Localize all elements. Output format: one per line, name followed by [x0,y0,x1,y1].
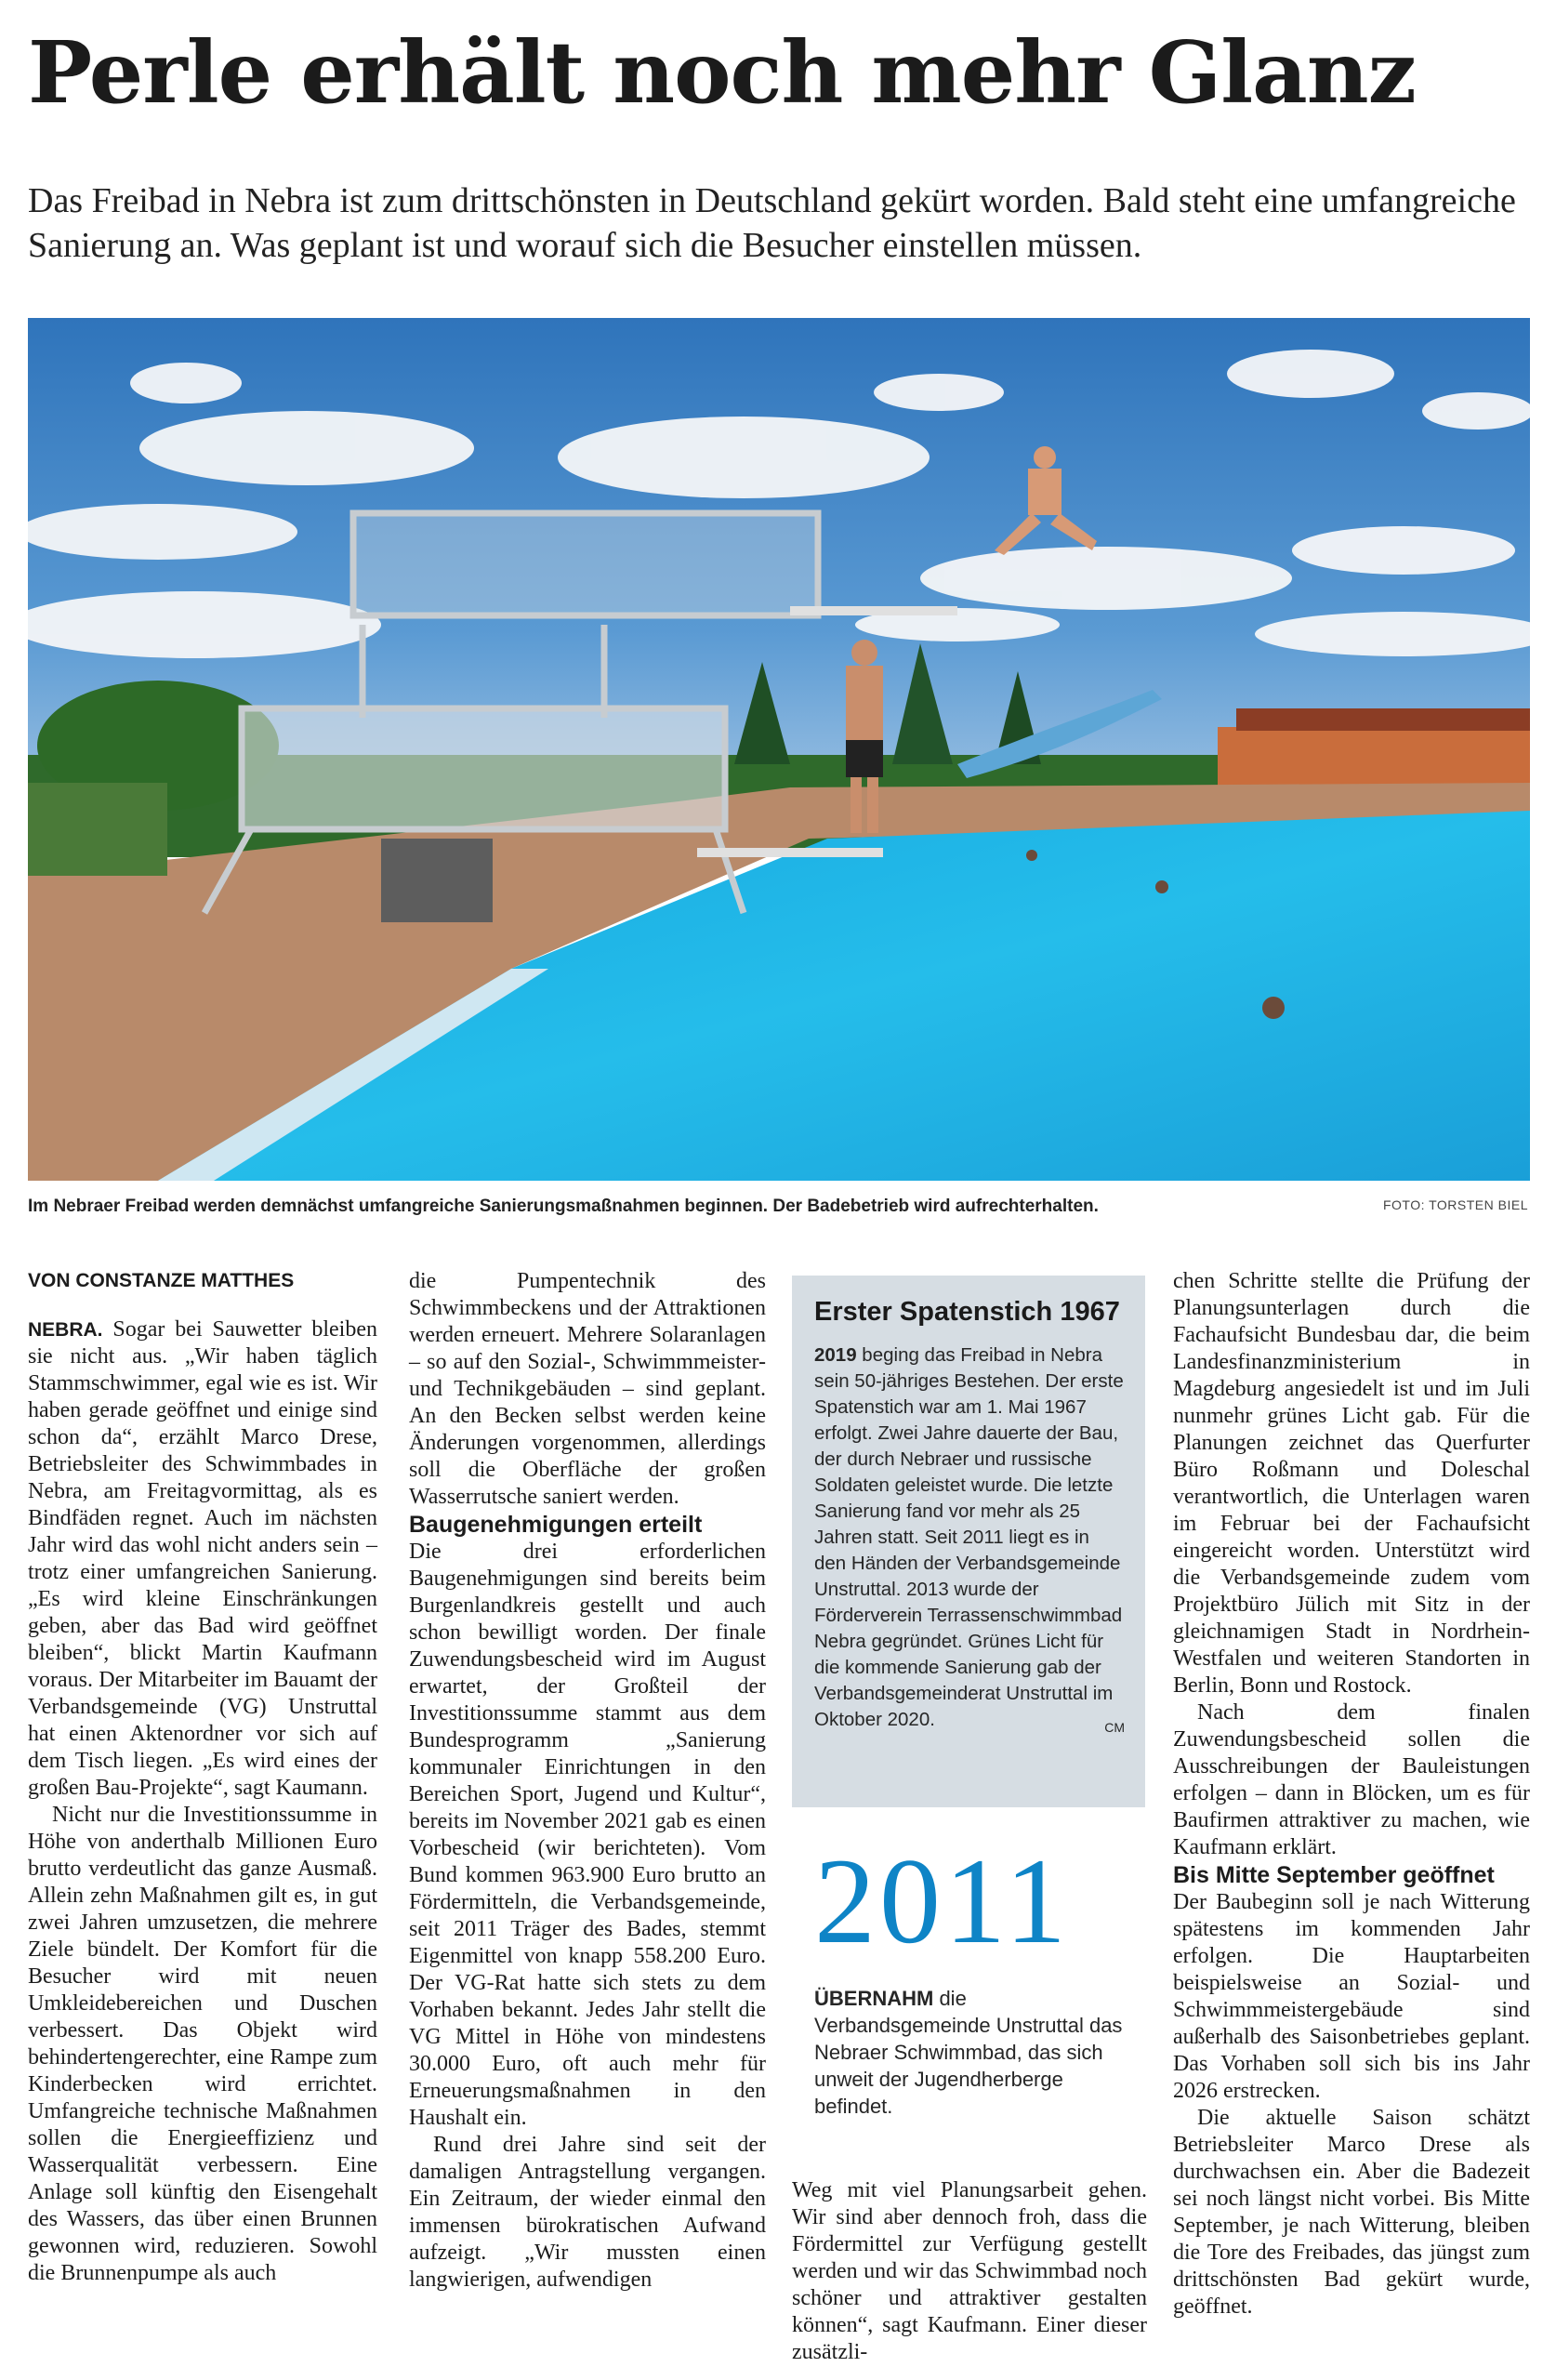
paragraph: Nicht nur die Investitionssumme in Höhe von anderthalb Millionen Euro brutto verdeutlicht das ganze Ausmaß. Allein zehn Maßnahmen gilt es, in gut zwei Jahren umzusetzen, die mehrere Ziele bündelt. Der Komfort für die Besucher wird mit neuen Umkleidebereichen und Duschen verbessert. Das Objekt wird behindertengerechter, eine Rampe zum Kinderbecken wird errichtet. Umfangreiche technische Maßnahmen sollen die Energieeffizienz und Wasserqualität verbessern. Eine Anlage soll künftig den Eisengehalt des Wassers, das über einen Brunnen gewonnen wird, reduzieren. Sowohl die Brunnenpumpe als auch [28,1803,377,2285]
byline: VON CONSTANZE MATTHES [28,1270,295,1291]
subheading: Baugenehmigungen erteilt [409,1512,703,1538]
subheadline: Das Freibad in Nebra ist zum drittschönsten in Deutschland gekürt worden. Bald steht eine umfangreiche Sanierung an. Was geplant ist und worauf sich die Besucher einstellen müssen. [28,181,1516,265]
column-1 [28,1268,377,2287]
fact-body: die Verbandsgemeinde Unstruttal das Nebraer Schwimmbad, das sich unweit der Jugendherberge befindet. [814,1987,1123,2118]
infobox-text [814,1342,1125,1733]
paragraph: die Pumpentechnik des Schwimmbeckens und der Attraktionen werden erneuert. Mehrere Solaranlagen – so auf den Sozial-, Schwimmmeister- und Technikgebäuden – sind geplant. An den Becken selbst werden keine Änderungen vorgenommen, allerdings soll die Oberfläche der großen Wasserrutsche saniert werden. [409,1269,766,1509]
paragraph-text: Sogar bei Sauwetter bleiben sie nicht aus. „Wir haben täglich Stammschwimmer, egal wie es ist. Wir haben gerade geöffnet und einige sind schon da“, erzählt Marco Drese, Betriebsleiter des Schwimmbades in Nebra, am Freitagvormittag, als es Bindfäden regnet. Auch im nächsten Jahr wird das wohl nicht anders sein – trotz einer umfangreichen Sanierung. „Es wird kleine Einschränkungen geben, aber das Bad wird geöffnet bleiben“, blickt Martin Kaufmann voraus. Der Mitarbeiter im Bauamt der Verbandsgemeinde (VG) Unstruttal hat einen Aktenordner vor sich auf dem Tisch liegen. „Es wird eines der großen Bau-Projekte“, sagt Kaumann. [28,1317,377,1800]
infobox-body: beging das Freibad in Nebra sein 50-jähriges Bestehen. Der erste Spatenstich war am 1. Mai 1967 erfolgt. Zwei Jahre dauerte der Bau, der durch Nebraer und russische Soldaten geleistet wurde. Die letzte Sanierung fand vor mehr als 25 Jahren statt. Seit 2011 liegt es in den Händen der Verbandsgemeinde Unstruttal. 2013 wurde der Förderverein Terrassenschwimmbad Nebra gegründet. Grünes Licht für die kommende Sanierung gab der Verbandsgemeinderat Unstruttal im Oktober 2020. [814,1344,1124,1730]
fact-number: 2011 [814,1832,1071,1969]
infobox-title: Erster Spatenstich 1967 [814,1297,1120,1327]
infobox-year: 2019 [814,1344,857,1366]
fact-lead: ÜBERNAHM [814,1987,934,2010]
fact-text [814,1985,1130,2120]
subheading: Bis Mitte September geöffnet [1173,1862,1495,1888]
swimming-pool-photo [28,318,1530,1181]
paragraph [28,1316,377,1802]
paragraph: Rund drei Jahre sind seit der damaligen Antragstellung vergangen. Ein Zeitraum, der wieder einmal den immensen bürokratischen Aufwand aufzeigt. „Wir mussten einen langwierigen, aufwendigen [409,2133,766,2292]
paragraph: Der Baubeginn soll je nach Witterung spätestens im kommenden Jahr erfolgen. Die Hauptarbeiten beispielsweise an Sozial- und Schwimmmeistergebäude sind außerhalb des Saisonbetriebes geplant. Das Vorhaben soll sich bis ins Jahr 2026 erstrecken. [1173,1890,1530,2103]
paragraph: Nach dem finalen Zuwendungsbescheid sollen die Ausschreibungen der Bauleistungen erfolgen – dann in Blöcken, um es für Baufirmen attraktiver zu machen, wie Kaufmann erklärt. [1173,1700,1530,1859]
article-photo [28,318,1530,1181]
paragraph: Weg mit viel Planungsarbeit gehen. Wir sind aber dennoch froh, dass die Fördermittel zur Verfügung gestellt werden und wir das Schwimmbad noch schöner und attraktiver gestalten können“, sagt Kaufmann. Einer dieser zusätzli- [792,2178,1147,2364]
headline: Perle erhält noch mehr Glanz [28,22,1416,123]
infobox [792,1276,1145,1807]
infobox-signature: CM [1104,1720,1125,1735]
dateline: NEBRA. [28,1319,103,1341]
column-3 [792,2177,1147,2366]
photo-caption: Im Nebraer Freibad werden demnächst umfangreiche Sanierungsmaßnahmen beginnen. Der Badebetrieb wird aufrechterhalten. [28,1197,1099,1216]
column-4 [1173,1268,1530,2320]
paragraph: Die aktuelle Saison schätzt Betriebsleiter Marco Drese als durchwachsen ein. Aber die Badezeit sei noch längst nicht vorbei. Bis Mitte September, je nach Witterung, bleiben die Tore des Freibades, das jüngst zum drittschönsten Bad gekürt wurde, geöffnet. [1173,2106,1530,2319]
swimmer-head [1262,997,1285,1019]
paragraph: chen Schritte stellte die Prüfung der Planungsunterlagen durch die Fachaufsicht Bundesbau dar, die beim Landesfinanzministerium in Magdeburg angesiedelt ist und im Juli nunmehr grünes Licht gab. Für die Planungen zeichnet das Querfurter Büro Roßmann und Doleschal verantwortlich, die Unterlagen waren im Februar bei der Fachaufsicht eingereicht worden. Unterstützt wird die Verbandsgemeinde zudem vom Projektbüro Jülich mit Sitz in der gleichnamigen Stadt in Nordrhein-Westfalen und weiteren Standorten in Berlin, Bonn und Rostock. [1173,1269,1530,1698]
paragraph: Die drei erforderlichen Baugenehmigungen sind bereits beim Burgenlandkreis gestellt und auch schon bewilligt worden. Der finale Zuwendungsbescheid wird im August erwartet, der Großteil der Investitionssumme stammt aus dem Bundesprogramm „Sanierung kommunaler Einrichtungen in den Bereichen Sport, Jugend und Kultur“, bereits im November 2021 gab es einen Vorbescheid (wir berichteten). Vom Bund kommen 963.900 Euro brutto an Fördermitteln, die Verbandsgemeinde, seit 2011 Träger des Bades, stemmt Eigenmittel von knapp 558.200 Euro. Der VG-Rat hatte sich stets zu dem Vorhaben bekannt. Jedes Jahr stellt die VG Mittel in Höhe von mindestens 30.000 Euro, oft auch mehr für Erneuerungsmaßnahmen in den Haushalt ein. [409,1540,766,2130]
photo-credit: FOTO: TORSTEN BIEL [1382,1197,1528,1212]
column-2 [409,1268,766,2294]
